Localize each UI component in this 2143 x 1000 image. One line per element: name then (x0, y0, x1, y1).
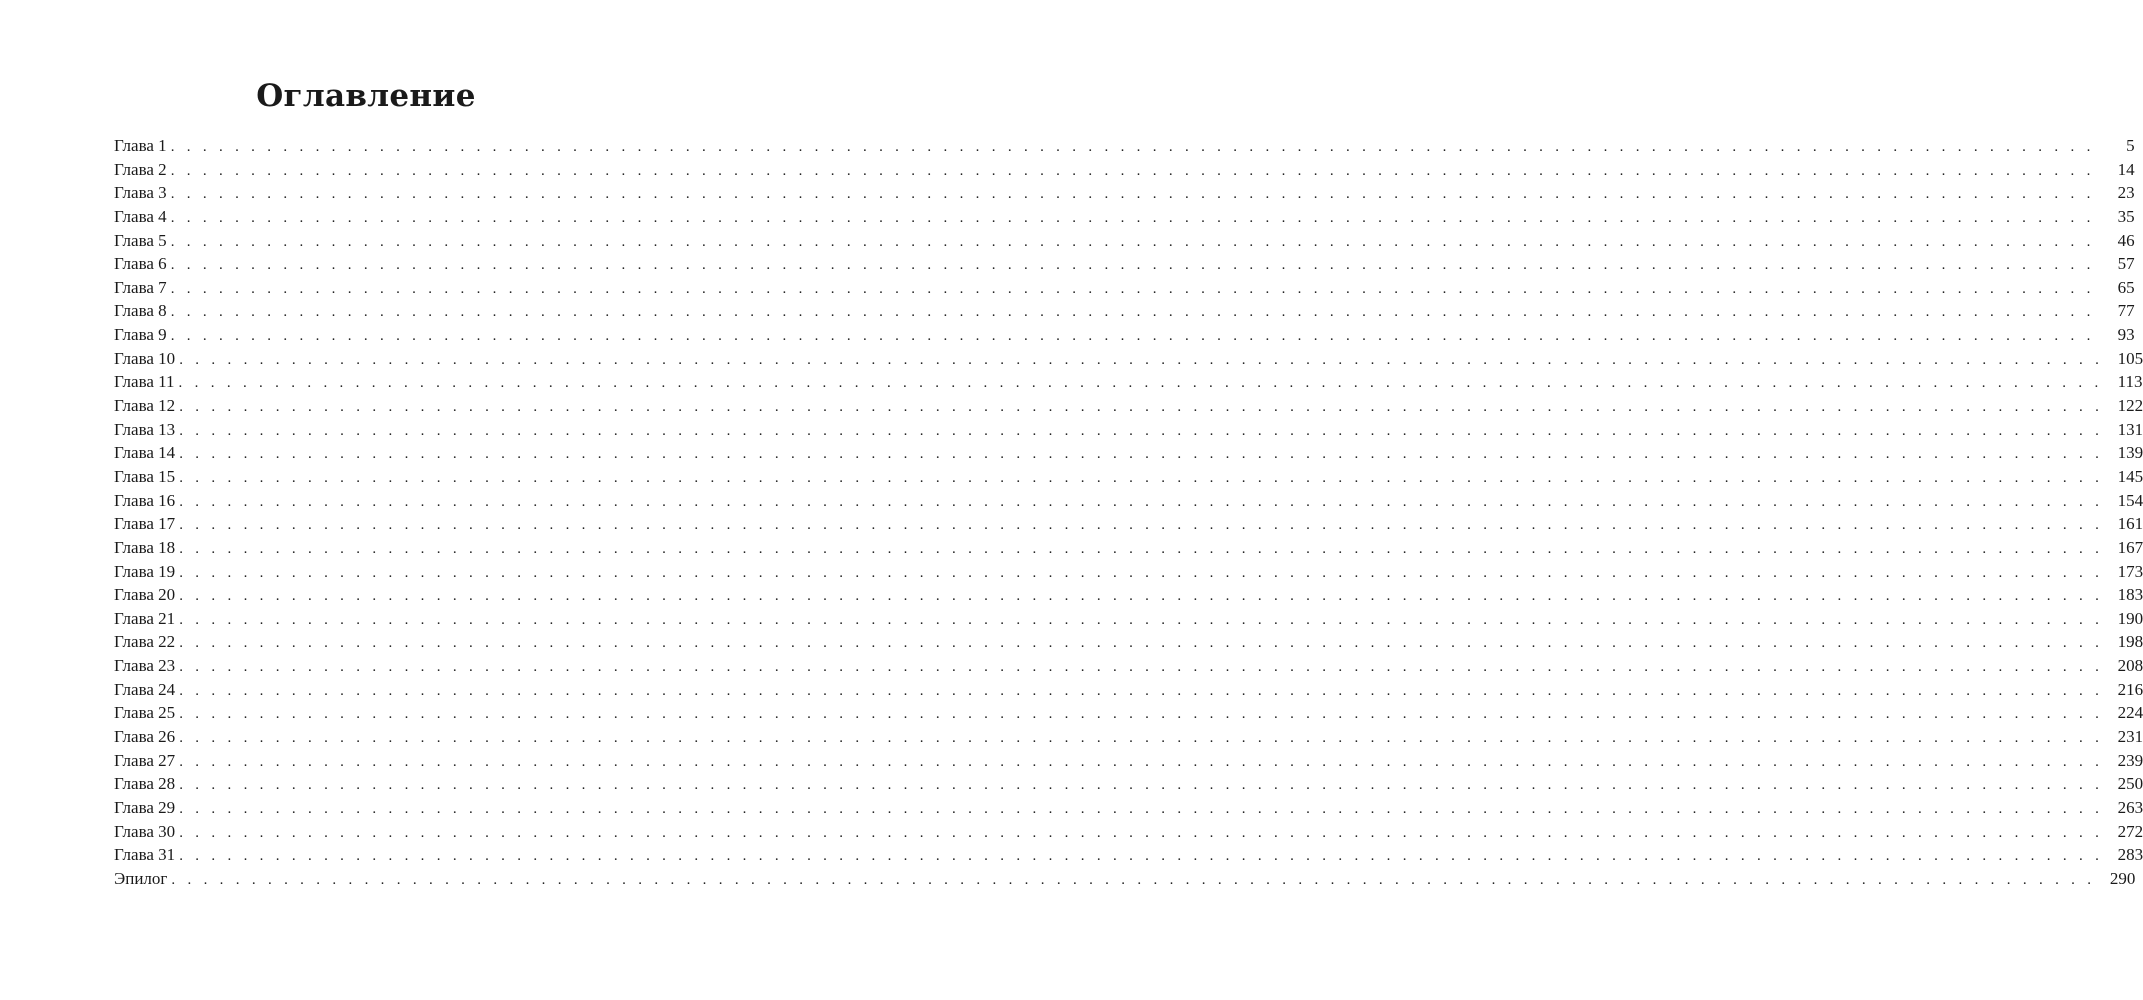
toc-entry-page-number: 46 (2117, 230, 2135, 250)
toc-dot-leader: . . . . . . . . . . . . . . . . . . . . . . . . . . . . . . . . . . . . . . . . . . . . . . . . . . . . . . . . . . . . . . . . . . . . . . . . . . . . . . . . . . . . . . . . . . . . . . . . . . . . . . . . . . . . . . . . . . . . . . . . (179, 730, 2104, 747)
toc-entry[interactable] (114, 725, 2143, 749)
toc-entry-label: Глава 3 (114, 183, 167, 203)
toc-entry-page-number: 290 (2109, 868, 2136, 888)
toc-entry-label: Глава 15 (114, 466, 176, 486)
toc-entry-page-number: 145 (2117, 466, 2143, 486)
toc-entry-label: Глава 31 (114, 845, 176, 865)
toc-entry[interactable] (114, 772, 2143, 796)
toc-entry-page-number: 113 (2117, 372, 2143, 392)
toc-entry-label: Глава 9 (114, 325, 167, 345)
toc-dot-leader: . . . . . . . . . . . . . . . . . . . . . . . . . . . . . . . . . . . . . . . . . . . . . . . . . . . . . . . . . . . . . . . . . . . . . . . . . . . . . . . . . . . . . . . . . . . . . . . . . . . . . . . . . . . . . . . . . . . . . . . . (179, 517, 2104, 534)
toc-entry-page-number: 93 (2117, 325, 2135, 345)
toc-entry-label: Глава 18 (114, 537, 176, 557)
toc-dot-leader: . . . . . . . . . . . . . . . . . . . . . . . . . . . . . . . . . . . . . . . . . . . . . . . . . . . . . . . . . . . . . . . . . . . . . . . . . . . . . . . . . . . . . . . . . . . . . . . . . . . . . . . . . . . . . . . . . . . . . . . . (179, 564, 2104, 581)
toc-entry-page-number: 105 (2117, 348, 2143, 368)
toc-entry-label: Глава 24 (114, 679, 176, 699)
toc-dot-leader: . . . . . . . . . . . . . . . . . . . . . . . . . . . . . . . . . . . . . . . . . . . . . . . . . . . . . . . . . . . . . . . . . . . . . . . . . . . . . . . . . . . . . . . . . . . . . . . . . . . . . . . . . . . . . . . . . . . . . . . . (179, 635, 2104, 652)
toc-entry-page-number: 250 (2117, 774, 2143, 794)
toc-entry-page-number: 190 (2117, 608, 2143, 628)
toc-entry-page-number: 263 (2117, 797, 2143, 817)
toc-dot-leader: . . . . . . . . . . . . . . . . . . . . . . . . . . . . . . . . . . . . . . . . . . . . . . . . . . . . . . . . . . . . . . . . . . . . . . . . . . . . . . . . . . . . . . . . . . . . . . . . . . . . . . . . . . . . . . . . . . . . . . . . (179, 777, 2104, 794)
toc-entry[interactable] (114, 583, 2143, 607)
toc-entry-label: Глава 4 (114, 206, 167, 226)
toc-dot-leader: . . . . . . . . . . . . . . . . . . . . . . . . . . . . . . . . . . . . . . . . . . . . . . . . . . . . . . . . . . . . . . . . . . . . . . . . . . . . . . . . . . . . . . . . . . . . . . . . . . . . . . . . . . . . . . . . . . . . . . . . (179, 706, 2104, 723)
toc-entry-page-number: 208 (2117, 656, 2143, 676)
toc-dot-leader: . . . . . . . . . . . . . . . . . . . . . . . . . . . . . . . . . . . . . . . . . . . . . . . . . . . . . . . . . . . . . . . . . . . . . . . . . . . . . . . . . . . . . . . . . . . . . . . . . . . . . . . . . . . . . . . . . . . . . . . . (170, 280, 2095, 297)
toc-entry[interactable] (114, 560, 2143, 584)
toc-entry-page-number: 139 (2117, 443, 2143, 463)
toc-dot-leader: . . . . . . . . . . . . . . . . . . . . . . . . . . . . . . . . . . . . . . . . . . . . . . . . . . . . . . . . . . . . . . . . . . . . . . . . . . . . . . . . . . . . . . . . . . . . . . . . . . . . . . . . . . . . . . . . . . . . . . . . (179, 588, 2104, 605)
toc-entry-page-number: 167 (2117, 537, 2143, 557)
toc-entry[interactable] (114, 276, 2135, 300)
toc-entry-label: Глава 10 (114, 348, 176, 368)
toc-entry-label: Глава 25 (114, 703, 176, 723)
toc-dot-leader: . . . . . . . . . . . . . . . . . . . . . . . . . . . . . . . . . . . . . . . . . . . . . . . . . . . . . . . . . . . . . . . . . . . . . . . . . . . . . . . . . . . . . . . . . . . . . . . . . . . . . . . . . . . . . . . . . . . . . . . . (170, 328, 2095, 345)
toc-entry-label: Глава 26 (114, 727, 176, 747)
toc-dot-leader: . . . . . . . . . . . . . . . . . . . . . . . . . . . . . . . . . . . . . . . . . . . . . . . . . . . . . . . . . . . . . . . . . . . . . . . . . . . . . . . . . . . . . . . . . . . . . . . . . . . . . . . . . . . . . . . . . . . . . . . . (179, 493, 2104, 510)
toc-entry-label: Глава 29 (114, 797, 176, 817)
toc-entry-page-number: 57 (2117, 254, 2135, 274)
toc-entry[interactable] (114, 489, 2143, 513)
toc-entry[interactable] (114, 512, 2143, 536)
toc-entry-page-number: 216 (2117, 679, 2143, 699)
toc-dot-leader: . . . . . . . . . . . . . . . . . . . . . . . . . . . . . . . . . . . . . . . . . . . . . . . . . . . . . . . . . . . . . . . . . . . . . . . . . . . . . . . . . . . . . . . . . . . . . . . . . . . . . . . . . . . . . . . . . . . . . . . . (179, 540, 2104, 557)
toc-entry-page-number: 231 (2117, 727, 2143, 747)
toc-entry-page-number: 131 (2117, 419, 2143, 439)
toc-entry-label: Глава 8 (114, 301, 167, 321)
toc-entry[interactable] (114, 630, 2143, 654)
toc-entry[interactable] (114, 820, 2143, 844)
toc-entry-label: Глава 23 (114, 656, 176, 676)
toc-dot-leader: . . . . . . . . . . . . . . . . . . . . . . . . . . . . . . . . . . . . . . . . . . . . . . . . . . . . . . . . . . . . . . . . . . . . . . . . . . . . . . . . . . . . . . . . . . . . . . . . . . . . . . . . . . . . . . . . . . . . . . . . (170, 304, 2095, 321)
page-title: Оглавление (256, 78, 476, 114)
toc-dot-leader: . . . . . . . . . . . . . . . . . . . . . . . . . . . . . . . . . . . . . . . . . . . . . . . . . . . . . . . . . . . . . . . . . . . . . . . . . . . . . . . . . . . . . . . . . . . . . . . . . . . . . . . . . . . . . . . . . . . . . . . . (179, 446, 2104, 463)
toc-dot-leader: . . . . . . . . . . . . . . . . . . . . . . . . . . . . . . . . . . . . . . . . . . . . . . . . . . . . . . . . . . . . . . . . . . . . . . . . . . . . . . . . . . . . . . . . . . . . . . . . . . . . . . . . . . . . . . . . . . . . . . . . (170, 209, 2095, 226)
toc-entry-label: Глава 6 (114, 254, 167, 274)
toc-entry[interactable] (114, 205, 2135, 229)
toc-entry[interactable] (114, 867, 2136, 891)
toc-entry[interactable] (114, 749, 2143, 773)
toc-dot-leader: . . . . . . . . . . . . . . . . . . . . . . . . . . . . . . . . . . . . . . . . . . . . . . . . . . . . . . . . . . . . . . . . . . . . . . . . . . . . . . . . . . . . . . . . . . . . . . . . . . . . . . . . . . . . . . . . . . . . . . . . (179, 399, 2104, 416)
toc-entry[interactable] (114, 229, 2135, 253)
toc-dot-leader: . . . . . . . . . . . . . . . . . . . . . . . . . . . . . . . . . . . . . . . . . . . . . . . . . . . . . . . . . . . . . . . . . . . . . . . . . . . . . . . . . . . . . . . . . . . . . . . . . . . . . . . . . . . . . . . . . . . . . . . . (179, 659, 2104, 676)
toc-entry-label: Глава 22 (114, 632, 176, 652)
toc-entry-label: Глава 7 (114, 277, 167, 297)
toc-entry-page-number: 35 (2117, 206, 2135, 226)
toc-entry[interactable] (114, 394, 2143, 418)
toc-entry-page-number: 183 (2117, 585, 2143, 605)
toc-entry[interactable] (114, 843, 2143, 867)
toc-entry-label: Глава 17 (114, 514, 176, 534)
toc-entry[interactable] (114, 607, 2143, 631)
toc-dot-leader: . . . . . . . . . . . . . . . . . . . . . . . . . . . . . . . . . . . . . . . . . . . . . . . . . . . . . . . . . . . . . . . . . . . . . . . . . . . . . . . . . . . . . . . . . . . . . . . . . . . . . . . . . . . . . . . . . . . . . . . . (170, 162, 2095, 179)
toc-dot-leader: . . . . . . . . . . . . . . . . . . . . . . . . . . . . . . . . . . . . . . . . . . . . . . . . . . . . . . . . . . . . . . . . . . . . . . . . . . . . . . . . . . . . . . . . . . . . . . . . . . . . . . . . . . . . . . . . . . . . . . . . (170, 257, 2095, 274)
toc-entry[interactable] (114, 299, 2135, 323)
toc-entry-label: Глава 19 (114, 561, 176, 581)
toc-dot-leader: . . . . . . . . . . . . . . . . . . . . . . . . . . . . . . . . . . . . . . . . . . . . . . . . . . . . . . . . . . . . . . . . . . . . . . . . . . . . . . . . . . . . . . . . . . . . . . . . . . . . . . . . . . . . . . . . . . . . . . . . (179, 682, 2104, 699)
toc-entry[interactable] (114, 441, 2143, 465)
toc-entry[interactable] (114, 323, 2135, 347)
toc-entry[interactable] (114, 654, 2143, 678)
toc-dot-leader: . . . . . . . . . . . . . . . . . . . . . . . . . . . . . . . . . . . . . . . . . . . . . . . . . . . . . . . . . . . . . . . . . . . . . . . . . . . . . . . . . . . . . . . . . . . . . . . . . . . . . . . . . . . . . . . . . . . . . . . . (179, 611, 2104, 628)
toc-entry-page-number: 5 (2126, 136, 2135, 155)
toc-entry-label: Глава 16 (114, 490, 176, 510)
toc-entry-page-number: 272 (2117, 821, 2143, 841)
toc-entry-label: Глава 14 (114, 443, 176, 463)
toc-entry[interactable] (114, 465, 2143, 489)
toc-entry[interactable] (114, 134, 2135, 158)
toc-entry[interactable] (114, 418, 2143, 442)
toc-entry-page-number: 65 (2117, 277, 2135, 297)
toc-entry-page-number: 154 (2117, 490, 2143, 510)
toc-dot-leader: . . . . . . . . . . . . . . . . . . . . . . . . . . . . . . . . . . . . . . . . . . . . . . . . . . . . . . . . . . . . . . . . . . . . . . . . . . . . . . . . . . . . . . . . . . . . . . . . . . . . . . . . . . . . . . . . . . . . . . . . (170, 186, 2095, 203)
toc-entry-label: Эпилог (114, 868, 168, 888)
toc-entry-page-number: 23 (2117, 183, 2135, 203)
toc-dot-leader: . . . . . . . . . . . . . . . . . . . . . . . . . . . . . . . . . . . . . . . . . . . . . . . . . . . . . . . . . . . . . . . . . . . . . . . . . . . . . . . . . . . . . . . . . . . . . . . . . . . . . . . . . . . . . . . . . . . . . . . . (170, 139, 2095, 155)
toc-entry-label: Глава 21 (114, 608, 176, 628)
toc-dot-leader: . . . . . . . . . . . . . . . . . . . . . . . . . . . . . . . . . . . . . . . . . . . . . . . . . . . . . . . . . . . . . . . . . . . . . . . . . . . . . . . . . . . . . . . . . . . . . . . . . . . . . . . . . . . . . . . . . . . . . . . . (179, 848, 2104, 865)
toc-entry-label: Глава 28 (114, 774, 176, 794)
toc-entry[interactable] (114, 536, 2143, 560)
toc-dot-leader: . . . . . . . . . . . . . . . . . . . . . . . . . . . . . . . . . . . . . . . . . . . . . . . . . . . . . . . . . . . . . . . . . . . . . . . . . . . . . . . . . . . . . . . . . . . . . . . . . . . . . . . . . . . . . . . . . . . . . . . . (179, 469, 2104, 486)
toc-entry-page-number: 283 (2117, 845, 2143, 865)
toc-list (114, 134, 2143, 891)
toc-entry-label: Глава 11 (114, 372, 175, 392)
toc-entry-page-number: 161 (2117, 514, 2143, 534)
toc-entry-label: Глава 30 (114, 821, 176, 841)
toc-entry-label: Глава 12 (114, 396, 176, 416)
toc-entry-label: Глава 2 (114, 159, 167, 179)
toc-dot-leader: . . . . . . . . . . . . . . . . . . . . . . . . . . . . . . . . . . . . . . . . . . . . . . . . . . . . . . . . . . . . . . . . . . . . . . . . . . . . . . . . . . . . . . . . . . . . . . . . . . . . . . . . . . . . . . . . . . . . . . . . (179, 753, 2104, 770)
toc-entry-label: Глава 1 (114, 136, 167, 155)
toc-entry-page-number: 198 (2117, 632, 2143, 652)
toc-entry-label: Глава 5 (114, 230, 167, 250)
toc-entry[interactable] (114, 347, 2143, 371)
toc-dot-leader: . . . . . . . . . . . . . . . . . . . . . . . . . . . . . . . . . . . . . . . . . . . . . . . . . . . . . . . . . . . . . . . . . . . . . . . . . . . . . . . . . . . . . . . . . . . . . . . . . . . . . . . . . . . . . . . . . . . . . . . . (179, 422, 2104, 439)
toc-entry-page-number: 224 (2117, 703, 2143, 723)
toc-dot-leader: . . . . . . . . . . . . . . . . . . . . . . . . . . . . . . . . . . . . . . . . . . . . . . . . . . . . . . . . . . . . . . . . . . . . . . . . . . . . . . . . . . . . . . . . . . . . . . . . . . . . . . . . . . . . . . . . . . . . . . . . (179, 351, 2104, 368)
toc-dot-leader: . . . . . . . . . . . . . . . . . . . . . . . . . . . . . . . . . . . . . . . . . . . . . . . . . . . . . . . . . . . . . . . . . . . . . . . . . . . . . . . . . . . . . . . . . . . . . . . . . . . . . . . . . . . . . . . . . . . . . . . . (179, 824, 2104, 841)
toc-entry[interactable] (114, 252, 2135, 276)
toc-entry[interactable] (114, 701, 2143, 725)
toc-entry[interactable] (114, 181, 2135, 205)
toc-entry-page-number: 14 (2117, 159, 2135, 179)
toc-entry[interactable] (114, 678, 2143, 702)
toc-entry-label: Глава 13 (114, 419, 176, 439)
toc-dot-leader: . . . . . . . . . . . . . . . . . . . . . . . . . . . . . . . . . . . . . . . . . . . . . . . . . . . . . . . . . . . . . . . . . . . . . . . . . . . . . . . . . . . . . . . . . . . . . . . . . . . . . . . . . . . . . . . . . . . . . . . . (178, 375, 2103, 392)
toc-dot-leader: . . . . . . . . . . . . . . . . . . . . . . . . . . . . . . . . . . . . . . . . . . . . . . . . . . . . . . . . . . . . . . . . . . . . . . . . . . . . . . . . . . . . . . . . . . . . . . . . . . . . . . . . . . . . . . . . . . . . . . . . (171, 871, 2096, 888)
toc-entry-page-number: 77 (2117, 301, 2135, 321)
toc-entry-label: Глава 27 (114, 750, 176, 770)
toc-entry[interactable] (114, 796, 2143, 820)
toc-dot-leader: . . . . . . . . . . . . . . . . . . . . . . . . . . . . . . . . . . . . . . . . . . . . . . . . . . . . . . . . . . . . . . . . . . . . . . . . . . . . . . . . . . . . . . . . . . . . . . . . . . . . . . . . . . . . . . . . . . . . . . . . (170, 233, 2095, 250)
toc-entry-page-number: 173 (2117, 561, 2143, 581)
toc-entry-page-number: 122 (2117, 396, 2143, 416)
toc-entry[interactable] (114, 158, 2135, 182)
toc-entry-page-number: 239 (2117, 750, 2143, 770)
toc-entry[interactable] (114, 370, 2143, 394)
toc-dot-leader: . . . . . . . . . . . . . . . . . . . . . . . . . . . . . . . . . . . . . . . . . . . . . . . . . . . . . . . . . . . . . . . . . . . . . . . . . . . . . . . . . . . . . . . . . . . . . . . . . . . . . . . . . . . . . . . . . . . . . . . . (179, 800, 2104, 817)
toc-entry-label: Глава 20 (114, 585, 176, 605)
